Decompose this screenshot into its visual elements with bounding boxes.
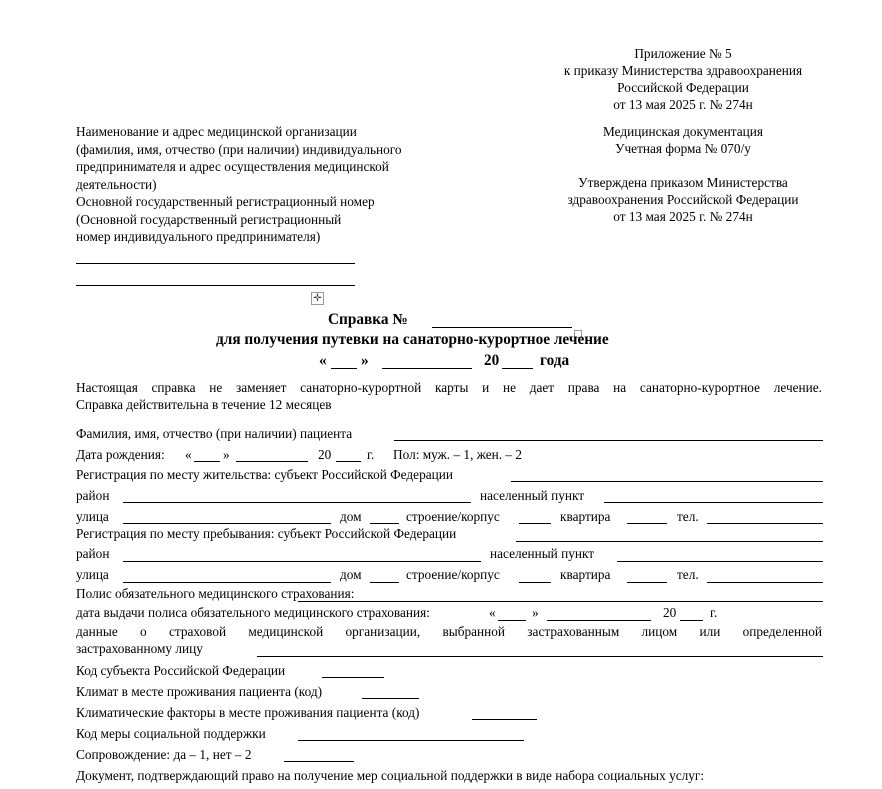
- reg-residence-district-field[interactable]: [123, 502, 471, 503]
- climate-factors-field[interactable]: [472, 719, 537, 720]
- birth-year-suffix: г.: [367, 447, 375, 462]
- organization-block: [76, 123, 402, 246]
- sex-label: Пол: муж. – 1, жен. – 2: [393, 447, 523, 462]
- title-day-field[interactable]: [331, 368, 357, 369]
- notice-validity: Справка действительна в течение 12 месяцев: [76, 397, 332, 412]
- reg-stay-street-field[interactable]: [123, 582, 331, 583]
- reg-residence-apartment-field[interactable]: [627, 523, 667, 524]
- spravka-title: Справка №: [328, 311, 408, 328]
- appendix-line: Приложение № 5: [634, 46, 732, 61]
- insurer-field[interactable]: [257, 656, 823, 657]
- title-year-prefix: 20: [484, 352, 500, 369]
- reg-residence-settlement-label: населенный пункт: [480, 488, 585, 503]
- title-year-field[interactable]: [502, 368, 533, 369]
- patient-name-label: Фамилия, имя, отчество (при наличии) пациента: [76, 426, 353, 441]
- reg-stay-label: Регистрация по месту пребывания: субъект Российской Федерации: [76, 526, 457, 541]
- reg-residence-phone-field[interactable]: [707, 523, 823, 524]
- oms-year-prefix: 20: [663, 605, 677, 620]
- reg-stay-apartment-label: квартира: [560, 567, 611, 582]
- appendix-line: к приказу Министерства здравоохранения: [563, 63, 803, 78]
- reg-stay-settlement-field[interactable]: [617, 561, 823, 562]
- reg-residence-building-field[interactable]: [519, 523, 551, 524]
- spravka-number-field[interactable]: [432, 327, 572, 328]
- org-line: Наименование и адрес медицинской организации: [76, 124, 357, 139]
- org-line: Основной государственный регистрационный номер: [76, 194, 375, 209]
- oms-policy-label: Полис обязательного медицинского страхования:: [76, 586, 355, 601]
- insurer-label: данные о страховой медицинской организации, выбранной застрахованным лицом или определенной: [76, 624, 822, 639]
- oms-date-open-quote: «: [489, 605, 496, 620]
- oms-policy-field[interactable]: [298, 601, 823, 602]
- title-year-suffix: года: [540, 352, 570, 369]
- org-line: (фамилия, имя, отчество (при наличии) индивидуального: [76, 141, 402, 157]
- region-code-field[interactable]: [322, 677, 384, 678]
- oms-date-label: дата выдачи полиса обязательного медицинского страхования:: [76, 605, 430, 620]
- reg-stay-building-field[interactable]: [519, 582, 551, 583]
- reg-residence-street-field[interactable]: [123, 523, 331, 524]
- oms-month-field[interactable]: [547, 620, 651, 621]
- patient-name-field[interactable]: [394, 440, 823, 441]
- birth-year-prefix: 20: [318, 447, 332, 462]
- org-name-field[interactable]: [76, 263, 355, 264]
- appendix-header: [530, 45, 836, 113]
- reg-stay-district-field[interactable]: [123, 561, 481, 562]
- birth-date-label: Дата рождения:: [76, 447, 165, 462]
- birth-close-quote: »: [223, 447, 230, 462]
- spravka-subtitle: для получения путевки на санаторно-курортное лечение: [216, 331, 609, 348]
- reg-residence-settlement-field[interactable]: [604, 502, 823, 503]
- org-ogrn-field[interactable]: [76, 285, 355, 286]
- reg-stay-region-field[interactable]: [516, 541, 823, 542]
- org-line: предпринимателя и адрес осуществления медицинской: [76, 159, 389, 174]
- reg-residence-phone-label: тел.: [677, 509, 699, 524]
- reg-stay-settlement-label: населенный пункт: [490, 546, 595, 561]
- document-form-block: [530, 123, 836, 225]
- reg-stay-street-label: улица: [76, 567, 109, 582]
- doc-line: Учетная форма № 070/у: [615, 141, 751, 156]
- region-code-label: Код субъекта Российской Федерации: [76, 663, 286, 678]
- birth-day-field[interactable]: [194, 461, 220, 462]
- org-line: (Основной государственный регистрационный: [76, 211, 342, 227]
- org-line: деятельности): [76, 176, 157, 192]
- reg-residence-district-label: район: [76, 488, 110, 503]
- reg-residence-region-field[interactable]: [511, 481, 823, 482]
- escort-field[interactable]: [284, 761, 354, 762]
- reg-stay-building-label: строение/корпус: [406, 567, 500, 582]
- reg-residence-street-label: улица: [76, 509, 109, 524]
- notice-line: Настоящая справка не заменяет санаторно-курортной карты и не дает права на санаторно-курортное лечение.: [76, 380, 822, 395]
- reg-residence-house-label: дом: [340, 509, 362, 524]
- appendix-line: Российской Федерации: [617, 80, 749, 95]
- table-move-handle-icon[interactable]: ✛: [311, 292, 324, 305]
- doc-line: Медицинская документация: [603, 124, 763, 139]
- org-line: номер индивидуального предпринимателя): [76, 229, 321, 244]
- social-code-field[interactable]: [298, 740, 524, 741]
- reg-residence-building-label: строение/корпус: [406, 509, 500, 524]
- reg-stay-phone-field[interactable]: [707, 582, 823, 583]
- birth-open-quote: «: [185, 447, 192, 462]
- birth-month-field[interactable]: [236, 461, 308, 462]
- oms-day-field[interactable]: [498, 620, 526, 621]
- oms-year-suffix: г.: [710, 605, 718, 620]
- reg-stay-house-field[interactable]: [370, 582, 399, 583]
- climate-code-label: Климат в месте проживания пациента (код): [76, 684, 323, 699]
- reg-stay-phone-label: тел.: [677, 567, 699, 582]
- reg-stay-apartment-field[interactable]: [627, 582, 667, 583]
- appendix-line: от 13 мая 2025 г. № 274н: [613, 97, 753, 112]
- doc-line: здравоохранения Российской Федерации: [567, 192, 799, 207]
- doc-line: Утверждена приказом Министерства: [578, 175, 788, 190]
- climate-code-field[interactable]: [362, 698, 419, 699]
- escort-label: Сопровождение: да – 1, нет – 2: [76, 747, 252, 762]
- reg-residence-house-field[interactable]: [370, 523, 399, 524]
- social-code-label: Код меры социальной поддержки: [76, 726, 266, 741]
- title-date-close-quote: »: [361, 352, 369, 369]
- climate-factors-label: Климатические факторы в месте проживания пациента (код): [76, 705, 420, 720]
- oms-date-close-quote: »: [532, 605, 539, 620]
- insurer-label-cont: застрахованному лицу: [76, 641, 203, 656]
- birth-year-field[interactable]: [336, 461, 361, 462]
- reg-stay-district-label: район: [76, 546, 110, 561]
- social-document-label: Документ, подтверждающий право на получение мер социальной поддержки в виде набора социальных услуг:: [76, 768, 705, 783]
- doc-line: от 13 мая 2025 г. № 274н: [613, 209, 753, 224]
- title-month-field[interactable]: [382, 368, 472, 369]
- title-date-open-quote: «: [319, 352, 327, 369]
- reg-residence-label: Регистрация по месту жительства: субъект Российской Федерации: [76, 467, 453, 482]
- reg-stay-house-label: дом: [340, 567, 362, 582]
- oms-year-field[interactable]: [680, 620, 703, 621]
- reg-residence-apartment-label: квартира: [560, 509, 611, 524]
